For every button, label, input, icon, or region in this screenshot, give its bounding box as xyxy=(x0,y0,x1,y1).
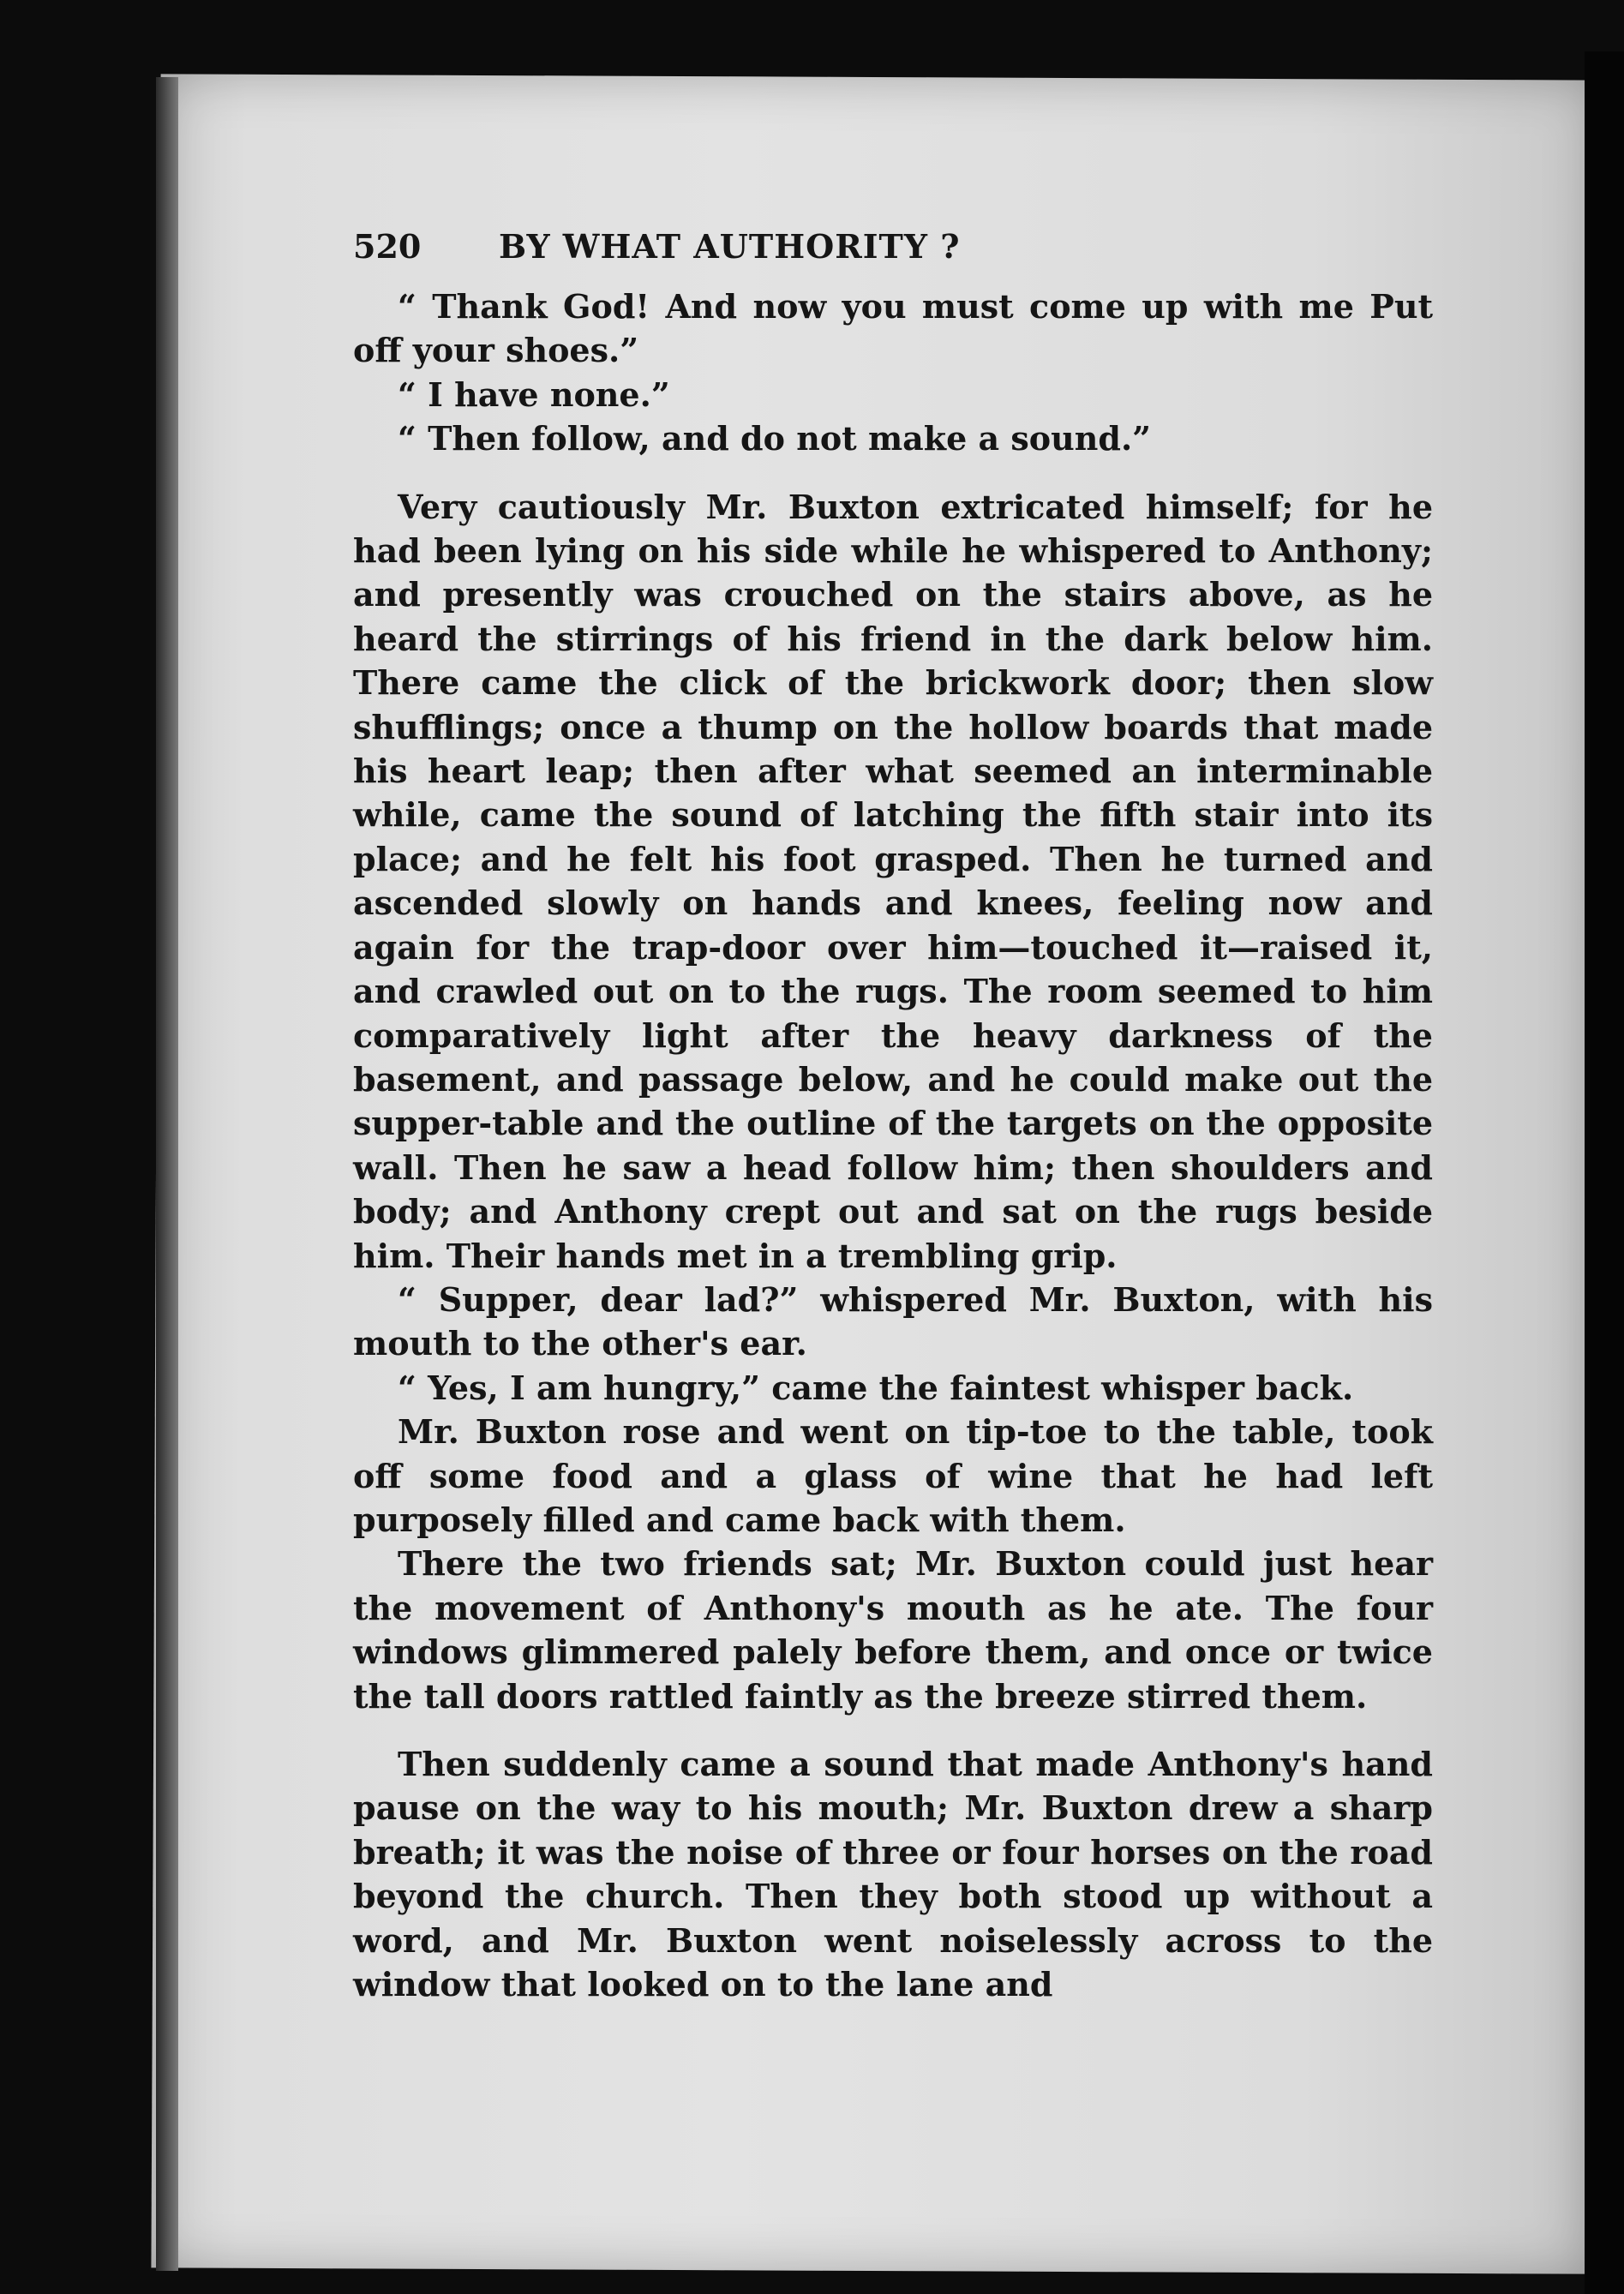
paragraph-9: Then suddenly came a sound that made Anthony's hand pause on the way to his mouth; Mr. Buxton drew a sharp breath; it was the noise of three or four horses on the road beyond the church. Then they both stood up without a word, and Mr. Buxton went noiselessly across to the window that looked on to the lane and xyxy=(353,1745,1433,2004)
page-number: 520 xyxy=(353,227,422,266)
paragraph-1: “ Thank God! And now you must come up with me Put off your shoes.” xyxy=(353,287,1433,370)
paragraph-5: “ Supper, dear lad?” whispered Mr. Buxton, with his mouth to the other's ear. xyxy=(353,1279,1433,1363)
running-head xyxy=(353,225,1433,276)
paragraph-3: “ Then follow, and do not make a sound.” xyxy=(398,419,1152,458)
paragraph-4: Very cautiously Mr. Buxton extricated himself; for he had been lying on his side while he whispered to Anthony; and presently was crouched on the stairs above, as he heard the stirrings of his friend in the dark below him. There came the click of the brickwork door; then slow shufflings; once a thump on the hollow boards that made his heart leap; then after what seemed an interminable while, came the sound of latching the fifth stair into its place; and he felt his foot grasped. Then he turned and ascended slowly on hands and knees, feeling now and again for the trap-door over him—touched it—raised it, and crawled out on to the rugs. The room seemed to him comparatively light after the heavy darkness of the basement, and passage below, and he could make out the supper-table and the outline of the targets on the opposite wall. Then he saw a head follow him; then shoulders and body; and Anthony crept out and sat on the rugs beside him. Their hands met in a trembling grip. xyxy=(353,487,1433,1275)
page-text-block xyxy=(353,225,1433,2006)
page-gutter-shadow xyxy=(156,77,178,2271)
paragraph-6: “ Yes, I am hungry,” came the faintest whisper back. xyxy=(398,1368,1354,1407)
scan-right-edge xyxy=(1585,51,1624,2294)
paragraph-2: “ I have none.” xyxy=(398,374,670,414)
paragraph-7: Mr. Buxton rose and went on tip-toe to the table, took off some food and a glass of wine that he had left purposely filled and came back with them. xyxy=(353,1412,1433,1539)
paragraph-8: There the two friends sat; Mr. Buxton could just hear the movement of Anthony's mouth as he ate. The four windows glimmered palely before them, and once or twice the tall doors rattled faintly as the breeze stirred them. xyxy=(353,1544,1433,1716)
running-title: BY WHAT AUTHORITY ? xyxy=(499,227,961,266)
